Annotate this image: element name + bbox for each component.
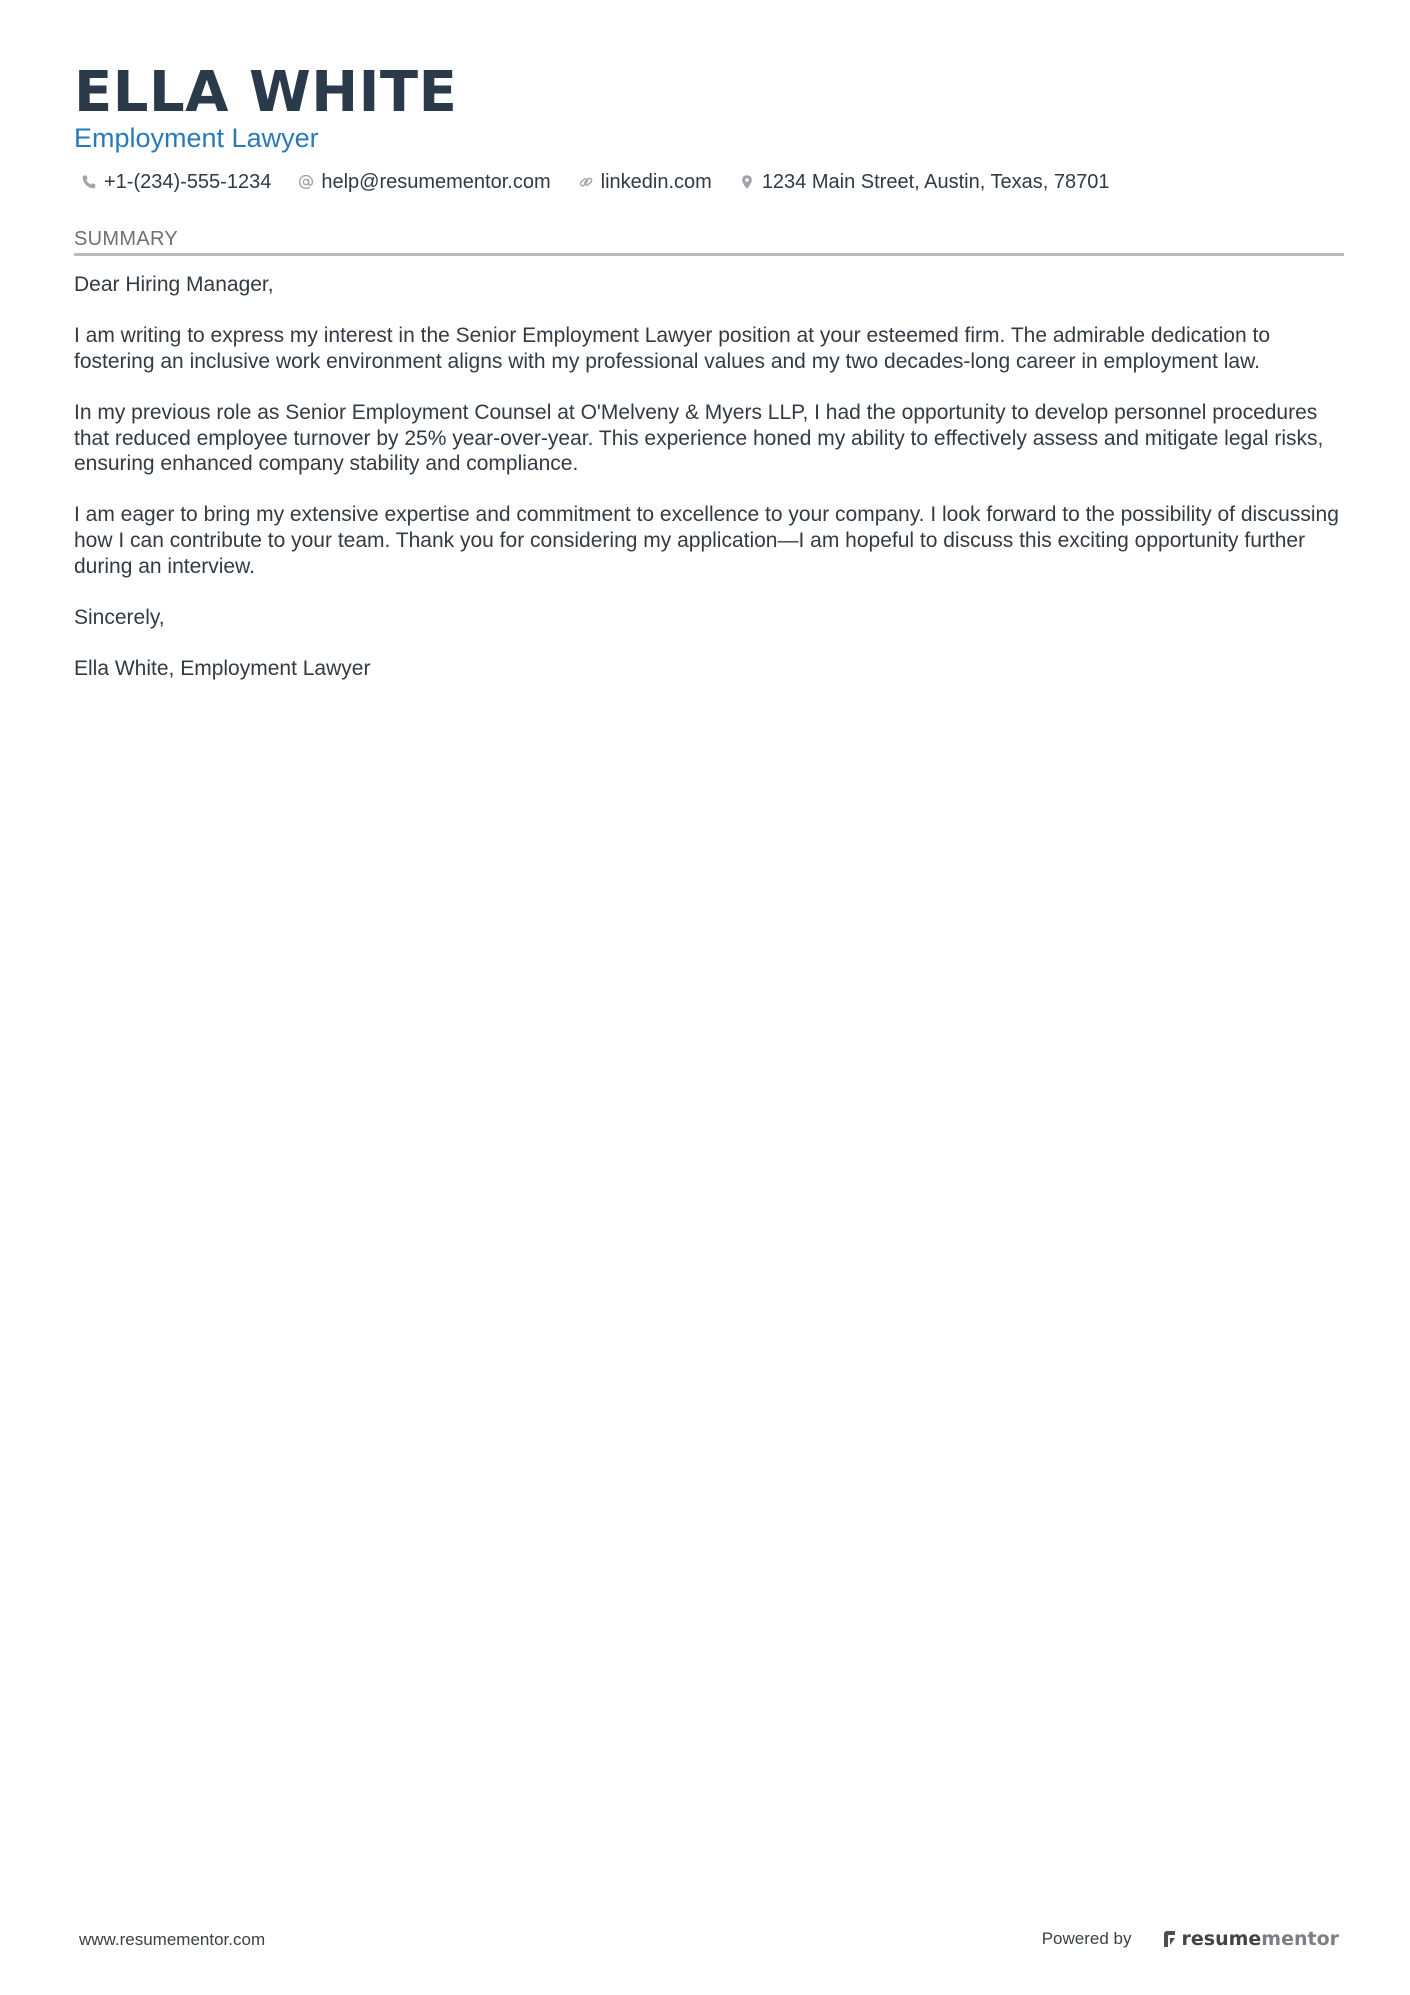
brand-part1: resume [1181, 1928, 1262, 1950]
footer-branding [1042, 1924, 1339, 1954]
signature: Ella White, Employment Lawyer [74, 656, 371, 680]
letter-body [74, 272, 1344, 707]
contact-email[interactable] [297, 171, 550, 194]
link-icon [577, 173, 595, 191]
footer-website-link[interactable]: www.resumementor.com [79, 1930, 266, 1949]
letter-paragraph-3: I am eager to bring my extensive expertise and commitment to excellence to your company. I look forward to the possibility of discussing how I can contribute to your team. Thank you for considering my application—I am hopeful to discuss this exciting opportunity further during an interview. [74, 503, 1339, 578]
linkedin-text[interactable]: linkedin.com [600, 170, 712, 193]
powered-by-label: Powered by [1041, 1929, 1132, 1948]
phone-text: +1-(234)-555-1234 [104, 170, 272, 193]
closing: Sincerely, [74, 605, 165, 629]
contact-bar [80, 166, 1135, 198]
email-text[interactable]: help@resumementor.com [321, 170, 551, 193]
section-divider [74, 253, 1344, 256]
phone-icon [80, 173, 98, 191]
letter-paragraph-2: In my previous role as Senior Employment Counsel at O'Melveny & Myers LLP, I had the opportunity to develop personnel procedures that reduced employee turnover by 25% year-over-year. This experience honed my ability to effectively assess and mitigate legal risks, ensuring enhanced company stability and compliance. [74, 400, 1324, 476]
letter-paragraph-1: I am writing to express my interest in the Senior Employment Lawyer position at your esteemed firm. The admirable dedication to fostering an inclusive work environment aligns with my professional values and my two decades-long career in employment law. [74, 324, 1270, 373]
resumementor-logo-icon [1162, 1929, 1178, 1949]
address-text: 1234 Main Street, Austin, Texas, 78701 [761, 170, 1110, 193]
brand-part2: mentor [1261, 1928, 1339, 1950]
at-icon [297, 173, 315, 191]
contact-address [738, 171, 1110, 194]
contact-linkedin[interactable] [577, 171, 712, 194]
contact-phone [80, 171, 271, 194]
salutation: Dear Hiring Manager, [74, 273, 274, 296]
resumementor-logo[interactable] [1162, 1928, 1340, 1950]
map-pin-icon [738, 173, 756, 191]
candidate-name: ELLA WHITE [74, 60, 458, 125]
document-page [74, 0, 1344, 1995]
job-title: Employment Lawyer [74, 123, 319, 153]
section-title-summary: SUMMARY [74, 228, 178, 250]
